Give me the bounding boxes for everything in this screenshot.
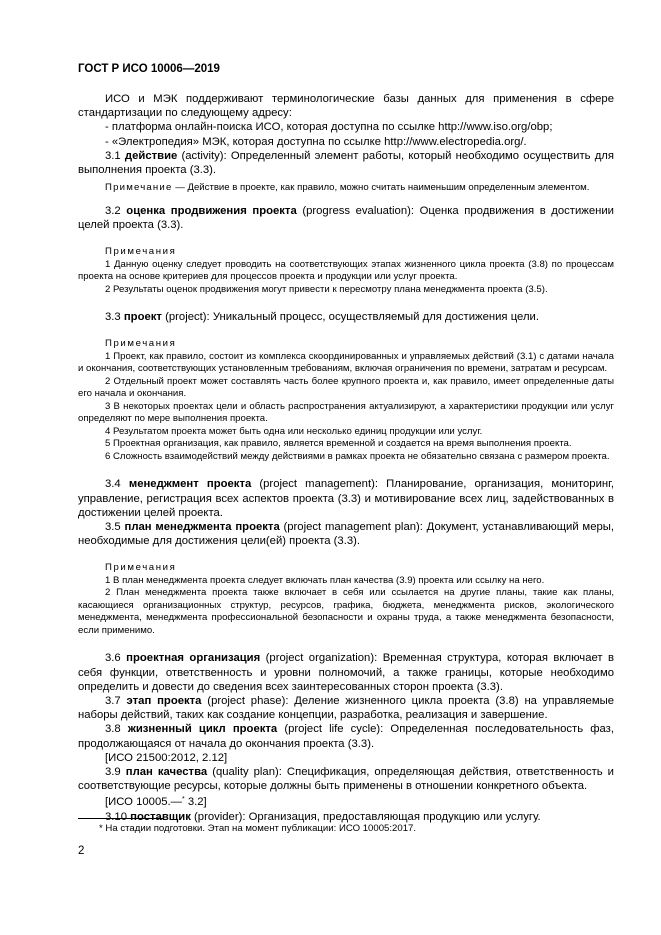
- standard-header: ГОСТ Р ИСО 10006—2019: [78, 63, 220, 75]
- term-name: поставщик: [130, 810, 191, 823]
- note-item: 1 Проект, как правило, состоит из комплекса скоординированных и управляемых действий (3.1) с датами начала и окончания, соответствующих установленным требованиям, включая ограничения по времени, затратам и ресурсам.: [78, 350, 614, 375]
- term-name: оценка продвижения проекта: [126, 204, 297, 217]
- page-number: 2: [78, 845, 85, 857]
- intro-item-iso: - платформа онлайн-поиска ИСО, которая доступна по ссылке http://www.iso.org/obp;: [105, 121, 553, 134]
- term-3-6: [78, 651, 614, 694]
- term-3-2: [78, 204, 614, 232]
- term-3-3: [78, 310, 614, 324]
- notes-heading: Примечания: [105, 246, 177, 258]
- page-content: [78, 92, 614, 824]
- term-definition: (progress evaluation): Оценка продвижения в достижении целей проекта (3.3).: [78, 204, 614, 231]
- source-text: 3.2]: [184, 796, 207, 809]
- term-number: 3.2: [105, 204, 121, 217]
- note-item: 6 Сложность взаимодействий между действиями в рамках проекта не обязательно связана с размером проекта.: [105, 450, 610, 462]
- notes-heading: Примечания: [105, 562, 177, 574]
- term-3-7: [78, 694, 614, 722]
- term-number: 3.9: [105, 765, 121, 778]
- term-number: 3.5: [105, 520, 121, 533]
- source-text: [ИСО 10005.—: [105, 796, 182, 809]
- term-name: план качества: [125, 765, 208, 778]
- term-name: жизненный цикл проекта: [127, 723, 278, 736]
- term-number: 3.1: [105, 149, 121, 162]
- note-item: 2 Результаты оценок продвижения могут привести к пересмотру плана менеджмента проекта (3.5).: [105, 283, 548, 295]
- term-number: 3.10: [105, 810, 127, 823]
- term-source: [ИСО 21500:2012, 2.12]: [105, 751, 228, 764]
- term-name: проект: [123, 311, 162, 324]
- term-number: 3.8: [105, 723, 121, 736]
- term-number: 3.6: [105, 652, 121, 665]
- term-3-8: [78, 722, 614, 750]
- term-definition: (project management plan): Документ, устанавливающий меры, необходимые для достижения цели(ей) проекта (3.3).: [78, 520, 615, 548]
- term-definition: (project management): Планирование, организация, мониторинг, управление, регистрация всех аспектов проекта (3.3) и мотивирование всех лиц, задействованных в достижении целей проекта.: [78, 478, 615, 519]
- term-name: действие: [124, 149, 178, 162]
- term-name: проектная организация: [126, 652, 261, 665]
- note-item: 3 В некоторых проектах цели и область распространения актуализируют, а характеристики продукции или услуг определяют по мере выполнения проекта.: [78, 400, 614, 425]
- term-definition: (project life cycle): Определенная последовательность фаз, продолжающаяся от начала до окончания проекта (3.3).: [78, 723, 614, 750]
- term-number: 3.4: [105, 478, 121, 491]
- term-definition: (activity): Определенный элемент работы, который необходимо осуществить для выполнения проекта (3.3).: [78, 149, 615, 177]
- term-source: [78, 793, 614, 809]
- intro-item-iec: - «Электропедия» МЭК, которая доступна по ссылке http://www.electropedia.org/.: [105, 135, 527, 148]
- term-definition: (project): Уникальный процесс, осуществляемый для достижения цели.: [161, 311, 539, 324]
- note-item: 1 Данную оценку следует проводить на соответствующих этапах жизненного цикла проекта (3.8) по процессам проекта на основе критериев для процессов проекта и продукции или услуг проекта.: [78, 258, 614, 283]
- note-item: 5 Проектная организация, как правило, является временной и создается на время выполнения проекта.: [105, 438, 572, 450]
- note-text: — Действие в проекте, как правило, можно считать наименьшим определенным элементом.: [172, 182, 590, 194]
- term-number: 3.3: [105, 311, 121, 324]
- term-definition: (quality plan): Спецификация, определяющая действия, ответственность и соответствующие ресурсы, которые должны быть применены в отношении конкретного объекта.: [78, 765, 614, 793]
- term-3-5: [78, 520, 614, 548]
- term-definition: (project phase): Деление жизненного цикла проекта (3.8) на управляемые наборы действий, таких как создание концепции, разработка, реализация и завершение.: [78, 694, 615, 722]
- note-item: 1 В план менеджмента проекта следует включать план качества (3.9) проекта или ссылку на него.: [105, 574, 545, 586]
- footnote-rule: [78, 818, 164, 819]
- footnote-marker: *: [181, 796, 185, 804]
- term-name: менеджмент проекта: [128, 478, 252, 491]
- note-3-1: [78, 182, 614, 195]
- term-name: план менеджмента проекта: [124, 520, 280, 533]
- notes-heading: Примечания: [105, 338, 177, 350]
- term-3-1: [78, 149, 614, 177]
- term-3-4: [78, 477, 614, 520]
- term-3-10: [78, 810, 614, 824]
- term-3-9: [78, 765, 614, 793]
- note-item: 2 План менеджмента проекта также включает в себя или ссылается на другие планы, такие как планы, касающиеся организационных структур, ресурсов, графика, бюджета, менеджмента рисков, экологического менеджмента, менеджмента профессиональной безопасности и охраны труда, а также менеджмента безопасности, если применимо.: [78, 587, 614, 636]
- term-name: этап проекта: [126, 694, 202, 707]
- term-definition: (project organization): Временная структура, которая включает в себя функции, ответственность и уровни полномочий, а также границы, которые необходимо определить и довести до сведения всех заинтересованных сторон проекта (3.3).: [78, 652, 615, 693]
- note-item: 2 Отдельный проект может составлять часть более крупного проекта и, как правило, имеет определенные даты его начала и окончания.: [78, 375, 614, 400]
- note-item: 4 Результатом проекта может быть одна или несколько единиц продукции или услуг.: [105, 425, 483, 437]
- note-label: Примечание: [105, 182, 173, 194]
- term-number: 3.7: [105, 694, 121, 707]
- intro-paragraph: ИСО и МЭК поддерживают терминологические базы данных для применения в сфере стандартизации по следующему адресу:: [78, 93, 614, 120]
- term-definition: (provider): Организация, предоставляющая продукцию или услугу.: [190, 810, 541, 823]
- footnote: * На стадии подготовки. Этап на момент публикации: ИСО 10005:2017.: [99, 823, 417, 834]
